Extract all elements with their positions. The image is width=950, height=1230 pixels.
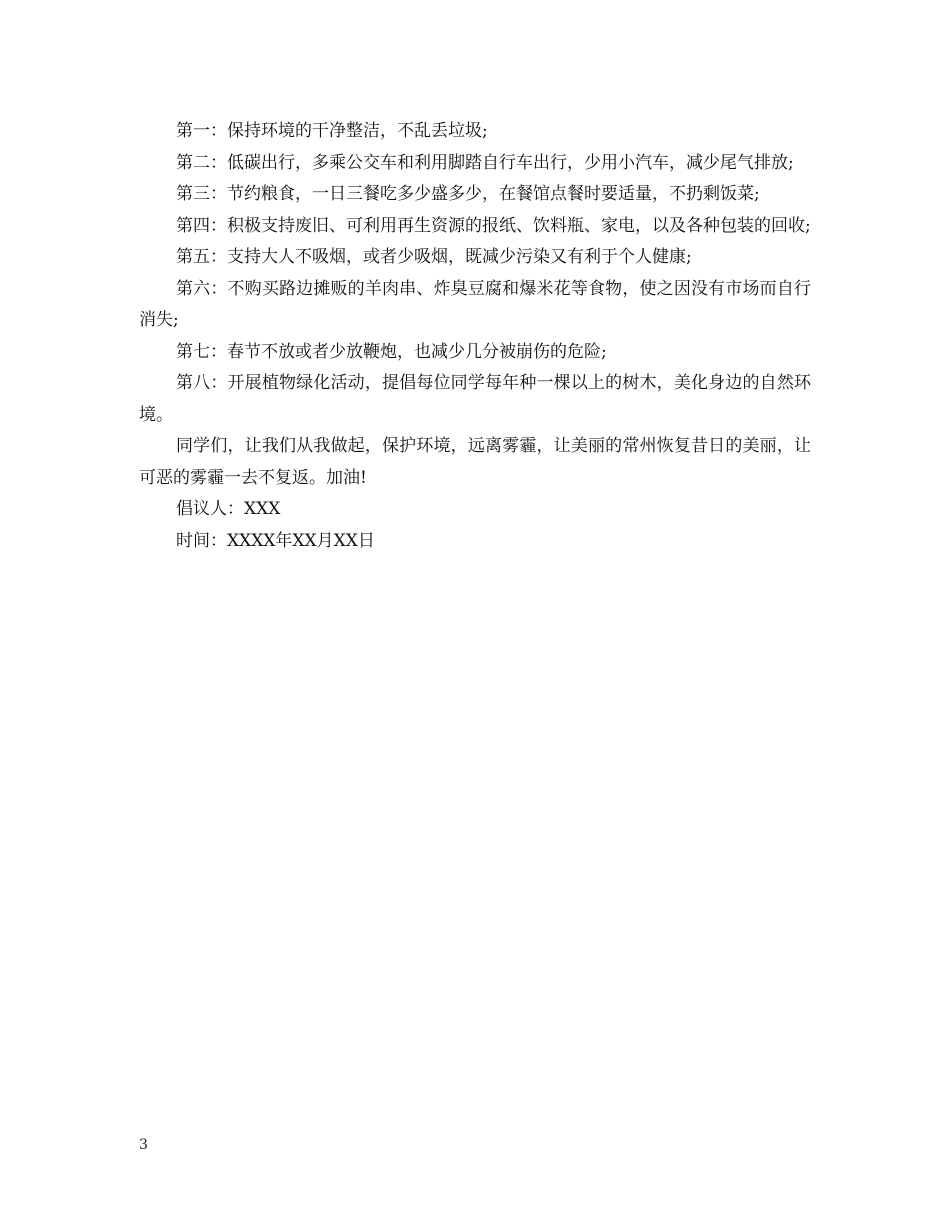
paragraph-item-3: 第三：节约粮食，一日三餐吃多少盛多少，在餐馆点餐时要适量，不扔剩饭菜; [176, 184, 760, 204]
paragraph-item-5: 第五：支持大人不吸烟，或者少吸烟，既减少污染又有利于个人健康; [176, 247, 692, 267]
paragraph-item-7: 第七：春节不放或者少放鞭炮，也减少几分被崩伤的危险; [176, 341, 607, 362]
initiator-line: 倡议人：XXX [176, 499, 281, 519]
paragraph-item-1: 第一：保持环境的干净整洁，不乱丢垃圾; [176, 121, 488, 141]
paragraph-item-8: 第八：开展植物绿化活动，提倡每位同学每年种一棵以上的树木，美化身边的自然环境。 [139, 373, 811, 425]
page-number: 3 [139, 1137, 148, 1153]
paragraph-item-2: 第二：低碳出行，多乘公交车和利用脚踏自行车出行，少用小汽车，减少尾气排放; [176, 152, 794, 173]
date-line: 时间：XXXX年XX月XX日 [176, 530, 375, 551]
document-body [139, 116, 811, 557]
paragraph-item-6: 第六：不购买路边摊贩的羊肉串、炸臭豆腐和爆米花等食物，使之因没有市场而自行消失; [139, 278, 811, 330]
paragraph-item-4: 第四：积极支持废旧、可利用再生资源的报纸、饮料瓶、家电，以及各种包装的回收; [176, 215, 811, 236]
closing-paragraph: 同学们，让我们从我做起，保护环境，远离雾霾，让美丽的常州恢复昔日的美丽，让可恶的雾霾一去不复返。加油! [139, 436, 811, 488]
